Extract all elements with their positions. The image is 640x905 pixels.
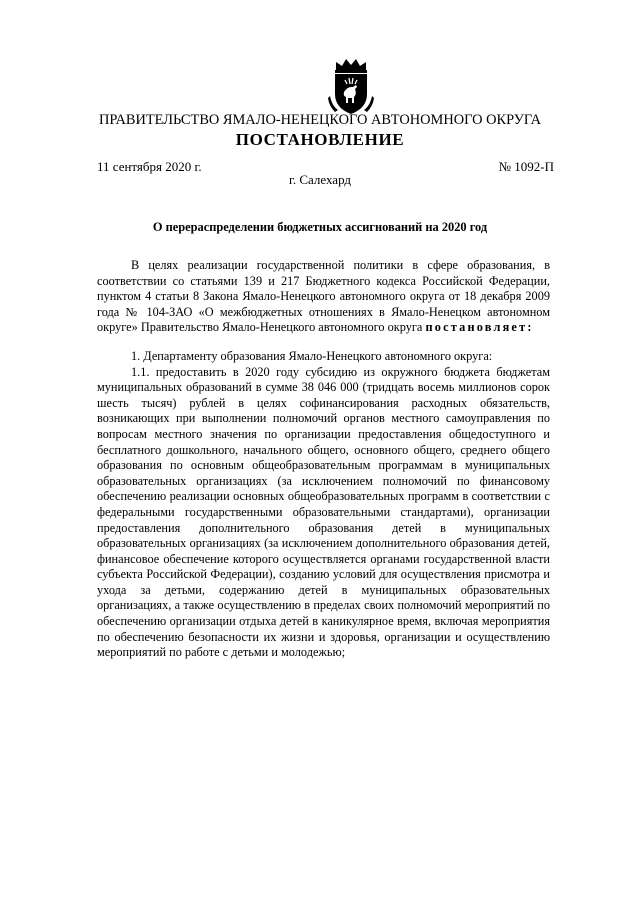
- clause-paragraph: 1.1. предоставить в 2020 году субсидию из окружного бюджета бюджетам муниципальных образований в сумме 38 046 000 (тридцать восемь миллионов сорок шесть тысяч) рублей в целях софинансирования расходных обязательств, возникающих при выполнении полномочий органов местного самоуправления по вопросам местного значения по организации предоставления общедоступного и бесплатного дошкольного, начального общего, основного общего, среднего общего образования по основным общеобразовательным программам в муниципальных образовательных организациях (за исключением полномочий по финансовому обеспечению реализации основных общеобразовательных программ в соответствии с федеральными государственными образовательными стандартами), организации предоставления дополнительного образования детей в муниципальных образовательных организациях (за исключением дополнительного образования детей, финансовое обеспечение которого осуществляется органами государственной власти субъекта Российской Федерации), созданию условий для осуществления присмотра и ухода за детьми, содержанию детей в муниципальных образовательных организациях, а также осуществлению в пределах своих полномочий мероприятий по обеспечению организации отдыха детей в каникулярное время, включая мероприятия по обеспечению безопасности их жизни и здоровья, организации и осуществлению мероприятий по работе с детьми и молодежью;: [97, 364, 550, 660]
- preamble-text: В целях реализации государственной политики в сфере образования, в соответствии со статьями 139 и 217 Бюджетного кодекса Российской Федерации, пунктом 4 статьи 8 Закона Ямало-Ненецкого автономного округа от 18 декабря 2009 года № 104-ЗАО «О межбюджетных отношениях в Ямало-Ненецком автономном округе» Правительство Ямало-Ненецкого автономного округа: [97, 258, 550, 335]
- decree-word: постановляет:: [425, 320, 534, 335]
- coat-of-arms-icon: [326, 56, 376, 116]
- clause-paragraph: 1. Департаменту образования Ямало-Ненецкого автономного округа:: [131, 348, 493, 363]
- document-subject: О перераспределении бюджетных ассигнований на 2020 год: [152, 220, 488, 234]
- document-type: ПОСТАНОВЛЕНИЕ: [235, 130, 405, 149]
- preamble-paragraph: [97, 258, 550, 336]
- government-name: ПРАВИТЕЛЬСТВО ЯМАЛО-НЕНЕЦКОГО АВТОНОМНОГО ОКРУГА: [98, 112, 542, 128]
- document-date: 11 сентября 2020 г.: [97, 159, 202, 174]
- document-body: [97, 258, 550, 661]
- document-city: г. Салехард: [288, 172, 352, 187]
- document-number: № 1092-П: [498, 159, 554, 174]
